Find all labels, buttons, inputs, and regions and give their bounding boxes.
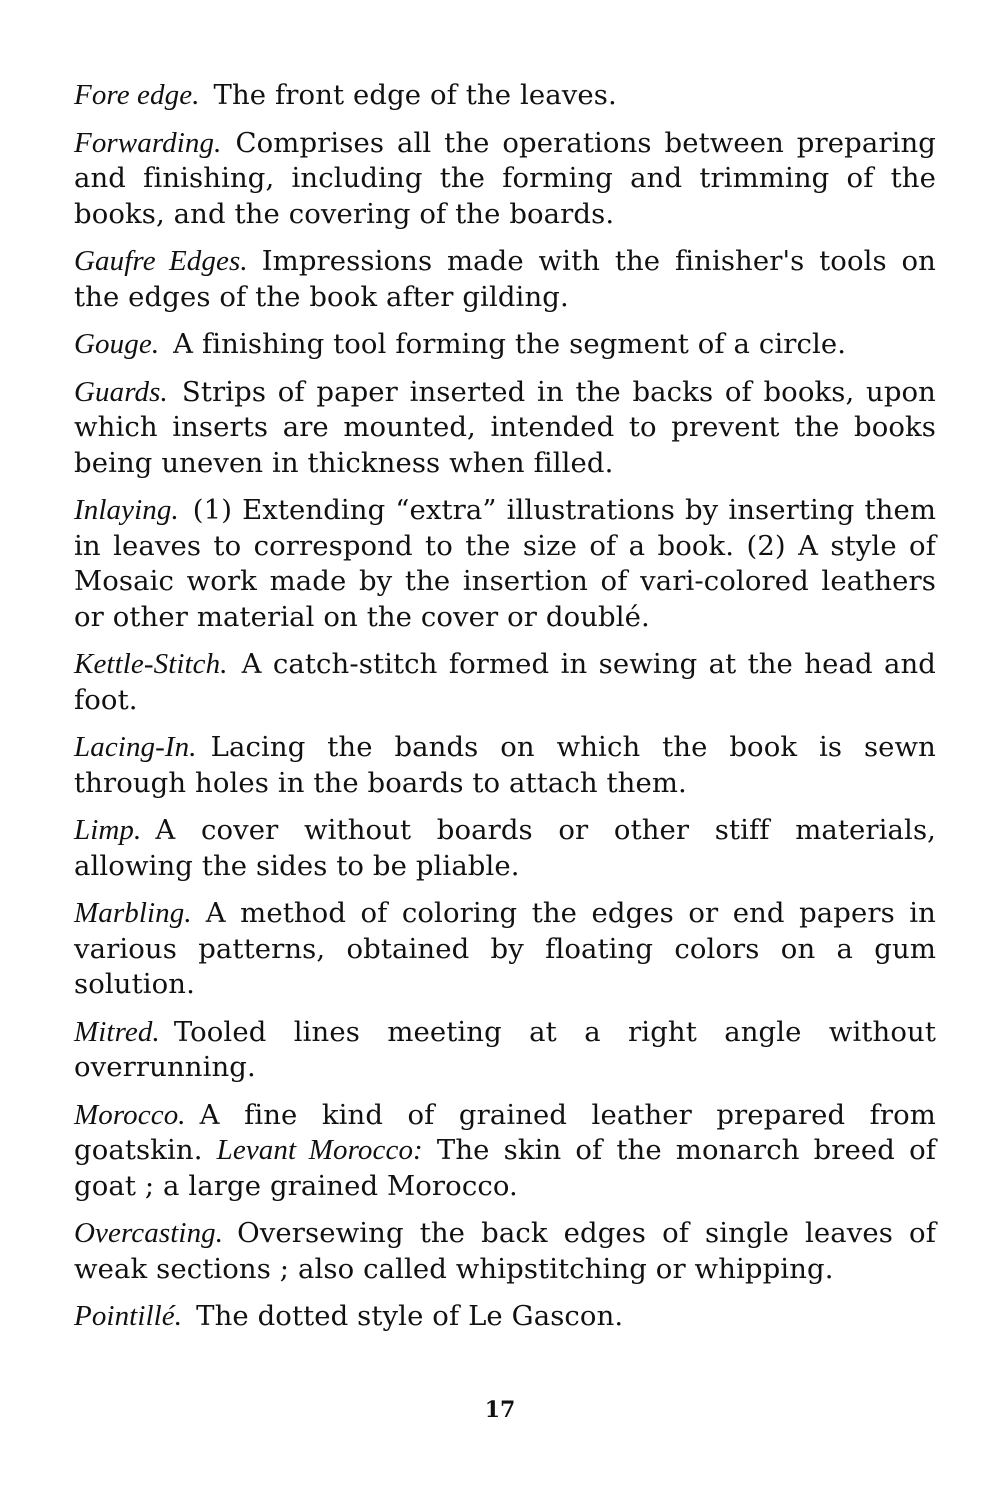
entry-term: Mitred. bbox=[74, 1015, 160, 1048]
glossary-entry-guards bbox=[74, 375, 936, 482]
glossary-entry-mitred bbox=[74, 1015, 936, 1086]
glossary-entry-inlaying bbox=[74, 493, 936, 635]
entry-definition: A cover without boards or other stiff materials, allowing the sides to be pliable. bbox=[74, 814, 936, 882]
glossary-entry-fore-edge bbox=[74, 78, 936, 114]
entry-term: Kettle-Stitch. bbox=[74, 648, 228, 680]
glossary-entry-overcasting bbox=[74, 1216, 936, 1287]
glossary-entry-lacing-in bbox=[74, 730, 936, 801]
entry-subterm: Levant Morocco: bbox=[216, 1134, 423, 1166]
entry-definition: Impressions made with the finisher's tools on the edges of the book after gilding. bbox=[74, 245, 936, 313]
glossary-entry-gouge bbox=[74, 327, 936, 363]
entry-term: Guards. bbox=[74, 375, 168, 408]
entry-definition: Comprises all the operations between preparing and finishing, including the forming and trimming of the books, and the covering of the boards. bbox=[74, 126, 936, 230]
entry-definition: (1) Extending “extra” illustrations by inserting them in leaves to correspond to the size of a book. (2) A style of Mosaic work made by the insertion of vari-colored leathers or other material on the cover or doublé. bbox=[74, 494, 936, 633]
glossary-entry-gaufre-edges bbox=[74, 244, 936, 315]
entry-definition: A method of coloring the edges or end papers in various patterns, obtained by floating colors on a gum solution. bbox=[74, 897, 936, 1000]
entry-term: Gaufre Edges. bbox=[74, 245, 248, 277]
entry-definition: A catch-stitch formed in sewing at the head and foot. bbox=[74, 648, 936, 716]
glossary-entry-limp bbox=[74, 813, 936, 884]
entry-definition: The dotted style of Le Gascon. bbox=[196, 1300, 624, 1332]
glossary-entry-morocco bbox=[74, 1098, 936, 1205]
entry-term: Overcasting. bbox=[74, 1217, 224, 1249]
entry-term: Pointillé. bbox=[74, 1300, 183, 1332]
entry-term: Limp. bbox=[74, 814, 142, 846]
entry-definition: Oversewing the back edges of single leaves of weak sections ; also called whipstitching or whipping. bbox=[74, 1217, 936, 1285]
entry-definition: A fine kind of grained leather prepared from goatskin. bbox=[74, 1098, 936, 1166]
entry-term: Marbling. bbox=[74, 897, 192, 929]
entry-term: Lacing-In. bbox=[74, 731, 197, 763]
entry-term: Morocco. bbox=[74, 1098, 186, 1131]
glossary-entry-kettle-stitch bbox=[74, 647, 936, 718]
glossary-entry-marbling bbox=[74, 896, 936, 1003]
glossary-entry-pointille bbox=[74, 1299, 936, 1335]
entry-term: Forwarding. bbox=[74, 126, 222, 159]
entry-subdefinition: The skin of the monarch breed of goat ; a large grained Morocco. bbox=[74, 1134, 937, 1202]
entry-term: Inlaying. bbox=[74, 494, 179, 526]
entry-definition: Strips of paper inserted in the backs of books, upon which inserts are mounted, intended to prevent the books being uneven in thickness when filled. bbox=[74, 375, 936, 479]
entry-definition: Tooled lines meeting at a right angle without overrunning. bbox=[74, 1015, 936, 1083]
glossary-page bbox=[74, 78, 936, 1347]
entry-term: Fore edge. bbox=[74, 79, 200, 111]
entry-definition: Lacing the bands on which the book is sewn through holes in the boards to attach them. bbox=[74, 731, 936, 799]
entry-definition: A finishing tool forming the segment of a circle. bbox=[173, 328, 847, 360]
entry-definition: The front edge of the leaves. bbox=[213, 79, 617, 111]
entry-term: Gouge. bbox=[74, 328, 160, 360]
page-number: 17 bbox=[484, 1397, 516, 1423]
glossary-entry-forwarding bbox=[74, 126, 936, 233]
